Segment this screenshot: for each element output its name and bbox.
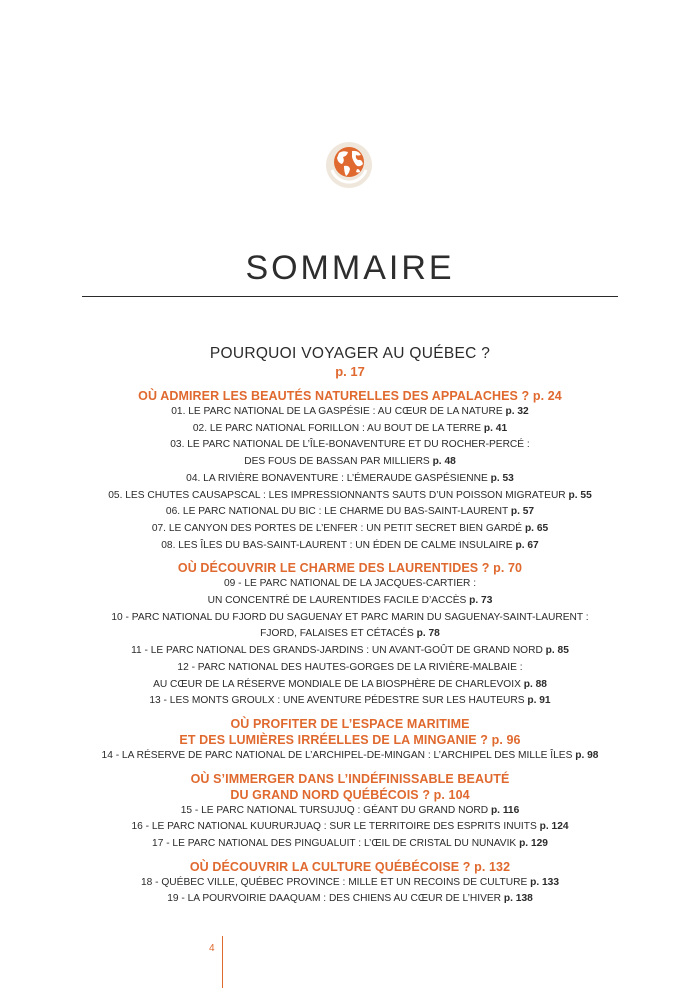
toc-entry-title: 18 - QUÉBEC VILLE, QUÉBEC PROVINCE : MILLE ET UN RECOINS DE CULTURE <box>140 876 528 888</box>
section-heading: DU GRAND NORD QUÉBÉCOIS ? p. 104 <box>230 787 470 802</box>
section-heading: ET DES LUMIÈRES IRRÉELLES DE LA MINGANIE ? p. 96 <box>179 732 521 747</box>
toc-entry-title: 06. LE PARC NATIONAL DU BIC : LE CHARME DU BAS-SAINT-LAURENT <box>165 506 509 518</box>
toc-entry-title: 19 - LA POURVOIRIE DAAQUAM : DES CHIENS AU CŒUR DE L’HIVER <box>167 893 502 905</box>
toc-entry <box>40 521 660 538</box>
toc-entry <box>40 677 660 694</box>
toc-entry <box>40 660 660 677</box>
toc-entry-title: 03. LE PARC NATIONAL DE L’ÎLE-BONAVENTURE ET DU ROCHER-PERCÉ : <box>170 439 530 451</box>
page-title: SOMMAIRE <box>245 248 455 287</box>
toc-entry-title: 08. LES ÎLES DU BAS-SAINT-LAURENT : UN ÉDEN DE CALME INSULAIRE <box>161 539 513 551</box>
toc-section <box>40 388 660 554</box>
toc-entry <box>40 593 660 610</box>
toc-entry <box>40 504 660 521</box>
table-of-contents <box>40 344 660 914</box>
toc-entry-title: 05. LES CHUTES CAUSAPSCAL : LES IMPRESSIONNANTS SAUTS D’UN POISSON MIGRATEUR <box>108 489 566 501</box>
section-heading: OÙ PROFITER DE L’ESPACE MARITIME <box>230 716 470 731</box>
toc-entry <box>40 626 660 643</box>
title-divider <box>82 296 618 297</box>
toc-entry-page: p. 85 <box>545 645 569 657</box>
globe-icon <box>325 141 373 189</box>
toc-entry-page: p. 73 <box>469 595 493 607</box>
intro-page-ref: p. 17 <box>335 364 365 379</box>
toc-entry-page: p. 88 <box>523 678 547 690</box>
toc-entry-page: p. 78 <box>416 628 440 640</box>
toc-entry-page: p. 129 <box>519 838 548 850</box>
toc-entry-page: p. 53 <box>490 472 514 484</box>
intro-heading: POURQUOI VOYAGER AU QUÉBEC ? <box>209 345 491 362</box>
section-heading: OÙ DÉCOUVRIR LA CULTURE QUÉBÉCOISE ? p. 132 <box>189 859 511 874</box>
footer-divider <box>222 936 223 988</box>
toc-entry-title: 02. LE PARC NATIONAL FORILLON : AU BOUT DE LA TERRE <box>192 422 482 434</box>
toc-entry <box>40 836 660 853</box>
toc-entry-page: p. 138 <box>503 893 533 905</box>
toc-entry <box>40 610 660 627</box>
toc-entry-page: p. 91 <box>527 695 551 707</box>
toc-entry <box>40 404 660 421</box>
toc-entry-title: 09 - LE PARC NATIONAL DE LA JACQUES-CARTIER : <box>223 578 477 590</box>
toc-entry-title: 07. LE CANYON DES PORTES DE L’ENFER : UN PETIT SECRET BIEN GARDÉ <box>151 522 523 534</box>
section-heading: OÙ S’IMMERGER DANS L’INDÉFINISSABLE BEAUTÉ <box>190 771 510 786</box>
toc-entry <box>40 576 660 593</box>
toc-entry <box>40 891 660 908</box>
toc-entry-title: 14 - LA RÉSERVE DE PARC NATIONAL DE L’ARCHIPEL-DE-MINGAN : L’ARCHIPEL DES MILLE ÎLES <box>101 749 573 761</box>
toc-entry <box>40 748 660 765</box>
toc-entry <box>40 643 660 660</box>
toc-entry-title: AU CŒUR DE LA RÉSERVE MONDIALE DE LA BIOSPHÈRE DE CHARLEVOIX <box>153 678 521 690</box>
toc-entry-title: DES FOUS DE BASSAN PAR MILLIERS <box>244 456 430 468</box>
toc-entry-page: p. 133 <box>530 876 559 888</box>
toc-entry-title: 15 - LE PARC NATIONAL TURSUJUQ : GÉANT DU GRAND NORD <box>180 804 489 816</box>
toc-entry-title: 11 - LE PARC NATIONAL DES GRANDS-JARDINS : UN AVANT-GOÛT DE GRAND NORD <box>131 645 543 657</box>
toc-entry <box>40 454 660 471</box>
toc-entry-page: p. 32 <box>505 406 529 417</box>
toc-entry-title: 04. LA RIVIÈRE BONAVENTURE : L’ÉMERAUDE GASPÉSIENNE <box>186 472 488 484</box>
toc-entry <box>40 693 660 710</box>
section-heading: OÙ ADMIRER LES BEAUTÉS NATURELLES DES APPALACHES ? p. 24 <box>138 389 562 403</box>
toc-section <box>40 859 660 908</box>
toc-entry-page: p. 57 <box>510 506 535 518</box>
toc-entry-page: p. 124 <box>539 821 569 833</box>
toc-entry <box>40 803 660 820</box>
toc-entry-title: 13 - LES MONTS GROULX : UNE AVENTURE PÉDESTRE SUR LES HAUTEURS <box>149 695 525 707</box>
section-heading: OÙ DÉCOUVRIR LE CHARME DES LAURENTIDES ? p. 70 <box>177 561 523 576</box>
toc-entry-title: 16 - LE PARC NATIONAL KUURURJUAQ : SUR LE TERRITOIRE DES ESPRITS INUITS <box>131 821 537 833</box>
toc-entry <box>40 437 660 454</box>
toc-entry-page: p. 98 <box>575 749 599 761</box>
toc-entry-page: p. 55 <box>568 489 592 501</box>
page-number: 4 <box>209 943 215 954</box>
toc-entry-page: p. 116 <box>490 804 520 816</box>
toc-entry <box>40 488 660 505</box>
toc-entry <box>40 875 660 892</box>
toc-entry-page: p. 67 <box>515 539 539 551</box>
toc-entry-title: 12 - PARC NATIONAL DES HAUTES-GORGES DE LA RIVIÈRE-MALBAIE : <box>177 661 523 673</box>
toc-entry-page: p. 41 <box>483 422 508 434</box>
toc-section <box>40 716 660 765</box>
toc-entry <box>40 538 660 555</box>
toc-entry <box>40 421 660 438</box>
toc-section <box>40 560 660 710</box>
toc-section <box>40 771 660 853</box>
toc-entry-title: UN CONCENTRÉ DE LAURENTIDES FACILE D’ACCÈS <box>207 595 467 607</box>
toc-entry-title: FJORD, FALAISES ET CÉTACÉS <box>260 628 414 640</box>
toc-entry-title: 01. LE PARC NATIONAL DE LA GASPÉSIE : AU CŒUR DE LA NATURE <box>171 406 503 417</box>
toc-entry <box>40 819 660 836</box>
toc-entry-page: p. 48 <box>432 456 456 468</box>
toc-entry-page: p. 65 <box>524 522 549 534</box>
toc-entry-title: 17 - LE PARC NATIONAL DES PINGUALUIT : L’ŒIL DE CRISTAL DU NUNAVIK <box>152 838 517 850</box>
toc-entry <box>40 471 660 488</box>
toc-entry-title: 10 - PARC NATIONAL DU FJORD DU SAGUENAY ET PARC MARIN DU SAGUENAY-SAINT-LAURENT : <box>111 611 589 623</box>
